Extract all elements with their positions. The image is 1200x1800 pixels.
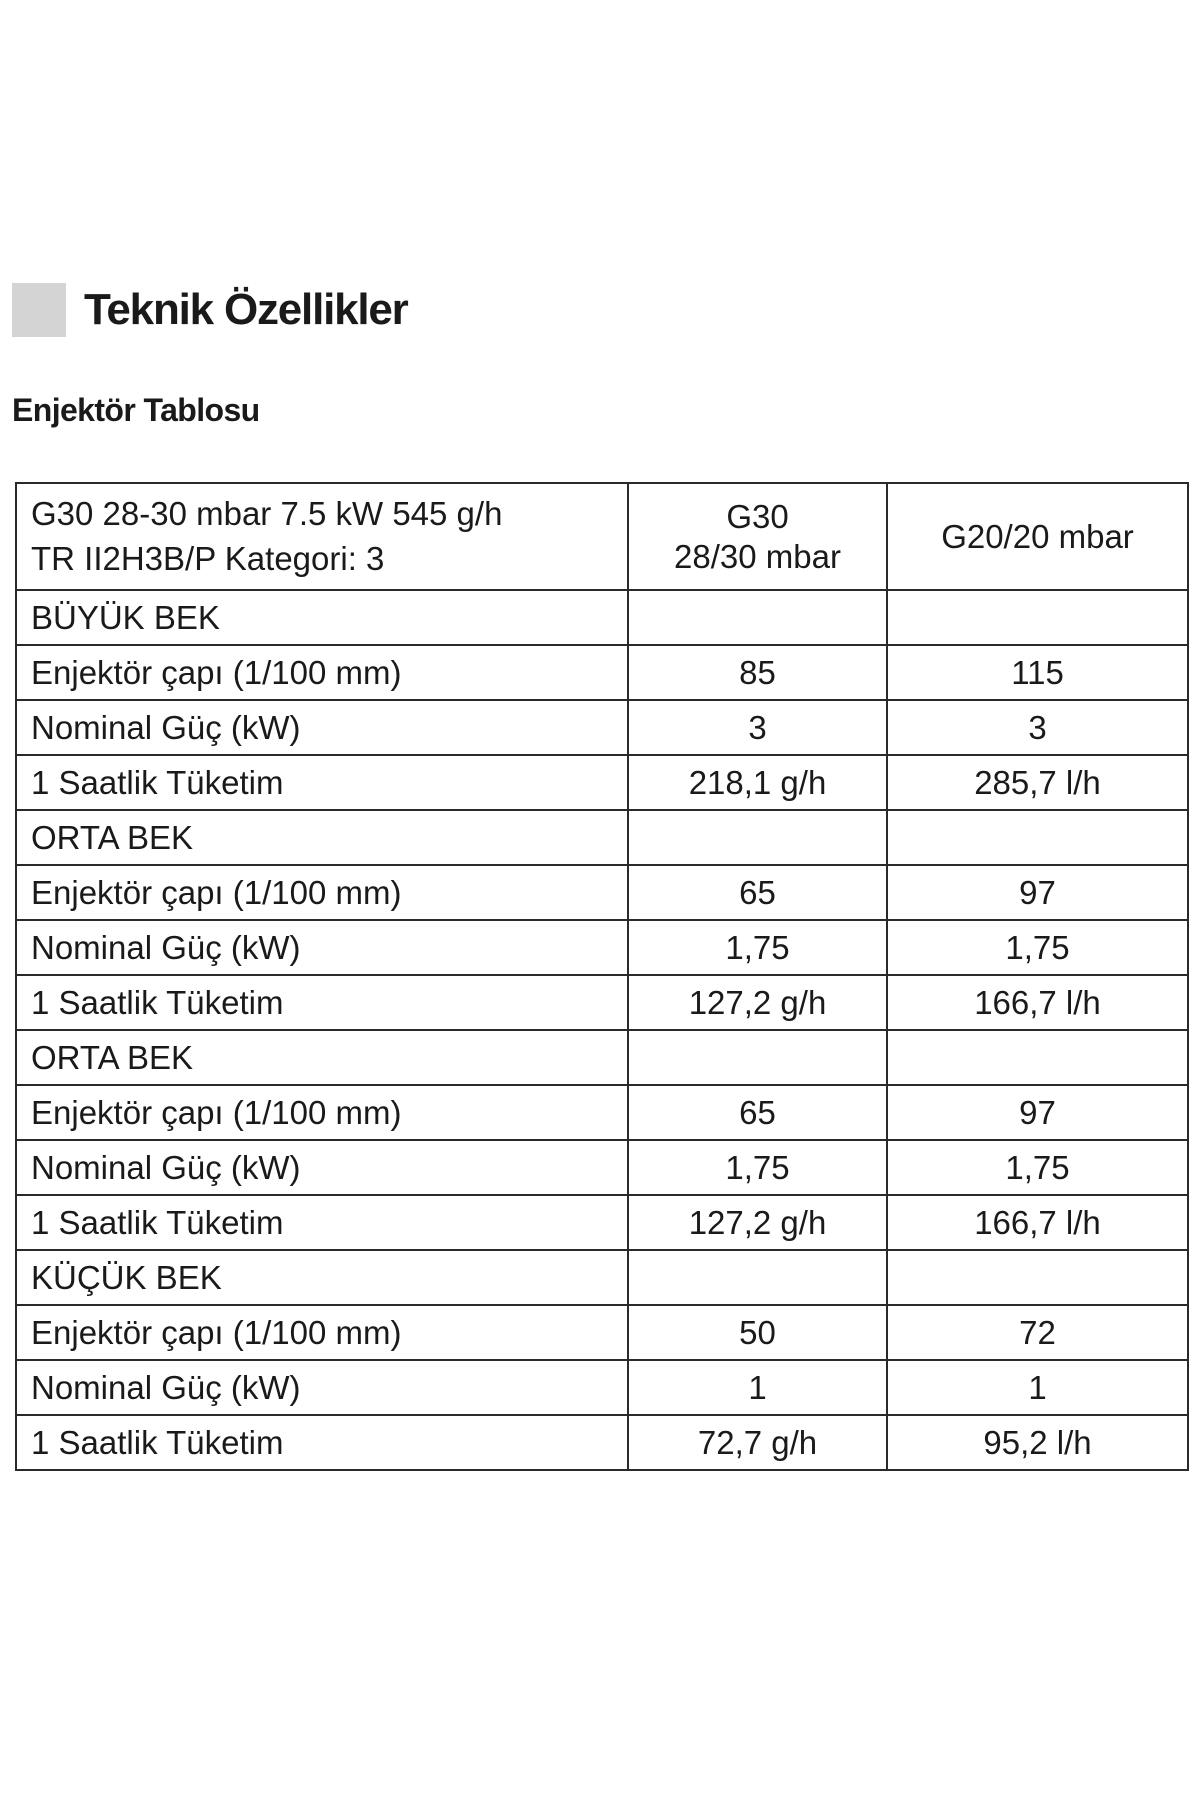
row-label-cell: 1 Saatlik Tüketim (16, 755, 628, 810)
g30-value-cell: 65 (628, 865, 887, 920)
g20-value-cell (887, 1250, 1188, 1305)
row-label-cell: Nominal Güç (kW) (16, 920, 628, 975)
row-label-cell: BÜYÜK BEK (16, 590, 628, 645)
table-row (16, 645, 1188, 700)
g20-value-cell: 95,2 l/h (887, 1415, 1188, 1470)
row-label-cell: Enjektör çapı (1/100 mm) (16, 1085, 628, 1140)
section-heading (12, 282, 408, 338)
g20-value-cell: 1,75 (887, 1140, 1188, 1195)
table-row (16, 975, 1188, 1030)
g20-value-cell: 115 (887, 645, 1188, 700)
row-label-cell: KÜÇÜK BEK (16, 1250, 628, 1305)
g30-value-cell: 1 (628, 1360, 887, 1415)
g30-value-cell: 72,7 g/h (628, 1415, 887, 1470)
g30-value-cell: 1,75 (628, 1140, 887, 1195)
g20-value-cell: 166,7 l/h (887, 1195, 1188, 1250)
table-row (16, 590, 1188, 645)
g20-value-cell (887, 810, 1188, 865)
header-g20-cell: G20/20 mbar (887, 483, 1188, 590)
row-label-cell: Nominal Güç (kW) (16, 700, 628, 755)
row-label-cell: 1 Saatlik Tüketim (16, 1195, 628, 1250)
g30-value-cell (628, 810, 887, 865)
row-label-cell: ORTA BEK (16, 810, 628, 865)
g30-value-cell: 65 (628, 1085, 887, 1140)
row-label-cell: Enjektör çapı (1/100 mm) (16, 865, 628, 920)
header-g30-line: 28/30 mbar (674, 537, 841, 575)
g20-value-cell: 1,75 (887, 920, 1188, 975)
g30-value-cell: 85 (628, 645, 887, 700)
table-row (16, 700, 1188, 755)
row-label-cell: 1 Saatlik Tüketim (16, 975, 628, 1030)
injector-table (15, 482, 1189, 1471)
g20-value-cell: 97 (887, 1085, 1188, 1140)
table-row (16, 920, 1188, 975)
table-row (16, 1360, 1188, 1415)
g30-value-cell: 50 (628, 1305, 887, 1360)
g20-value-cell: 3 (887, 700, 1188, 755)
g20-value-cell: 97 (887, 865, 1188, 920)
table-title: Enjektör Tablosu (12, 392, 260, 428)
heading-square-marker (12, 283, 66, 337)
table-row (16, 865, 1188, 920)
table-row (16, 755, 1188, 810)
table-header-row (16, 483, 1188, 590)
g30-value-cell (628, 1030, 887, 1085)
g30-value-cell: 3 (628, 700, 887, 755)
header-g30-line: G30 (726, 497, 789, 535)
row-label-cell: Enjektör çapı (1/100 mm) (16, 645, 628, 700)
row-label-cell: Nominal Güç (kW) (16, 1360, 628, 1415)
g20-value-cell: 285,7 l/h (887, 755, 1188, 810)
header-label-line: G30 28-30 mbar 7.5 kW 545 g/h (31, 494, 503, 532)
g20-value-cell (887, 590, 1188, 645)
page-title: Teknik Özellikler (84, 285, 408, 334)
table-row (16, 1140, 1188, 1195)
table-row (16, 1305, 1188, 1360)
header-label-cell (16, 483, 628, 590)
table-row (16, 1030, 1188, 1085)
row-label-cell: 1 Saatlik Tüketim (16, 1415, 628, 1470)
table-row (16, 1195, 1188, 1250)
row-label-cell: Nominal Güç (kW) (16, 1140, 628, 1195)
g20-value-cell: 166,7 l/h (887, 975, 1188, 1030)
g30-value-cell: 218,1 g/h (628, 755, 887, 810)
g30-value-cell: 127,2 g/h (628, 1195, 887, 1250)
table-row (16, 810, 1188, 865)
header-label-line: TR II2H3B/P Kategori: 3 (31, 539, 385, 577)
table-row (16, 1415, 1188, 1470)
g20-value-cell: 1 (887, 1360, 1188, 1415)
row-label-cell: ORTA BEK (16, 1030, 628, 1085)
g30-value-cell (628, 1250, 887, 1305)
g30-value-cell: 127,2 g/h (628, 975, 887, 1030)
header-g30-cell (628, 483, 887, 590)
g20-value-cell: 72 (887, 1305, 1188, 1360)
g20-value-cell (887, 1030, 1188, 1085)
table-row (16, 1085, 1188, 1140)
g30-value-cell: 1,75 (628, 920, 887, 975)
row-label-cell: Enjektör çapı (1/100 mm) (16, 1305, 628, 1360)
g30-value-cell (628, 590, 887, 645)
table-row (16, 1250, 1188, 1305)
